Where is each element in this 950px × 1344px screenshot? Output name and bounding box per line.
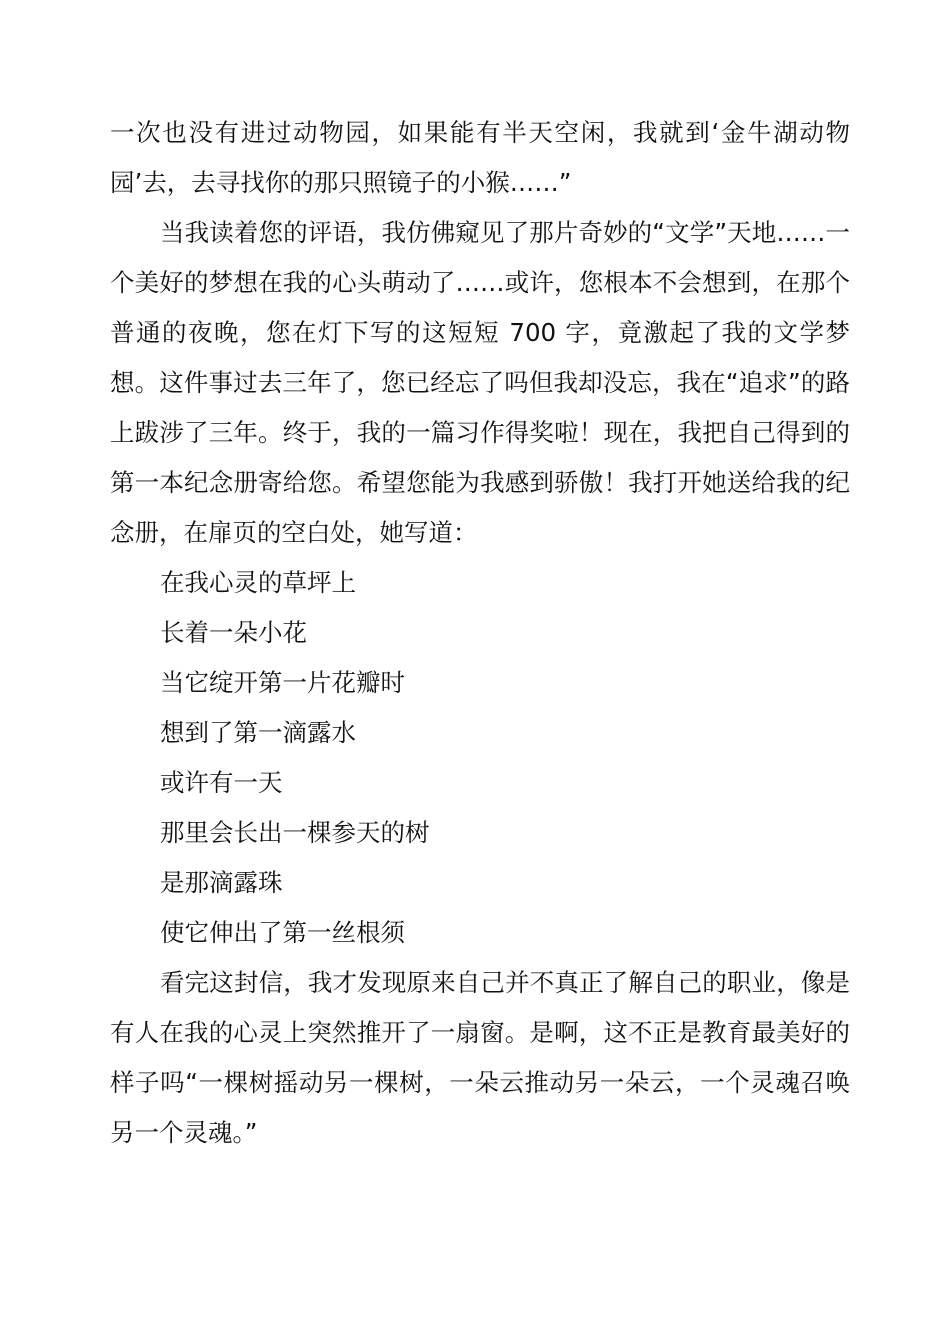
- document-body: [110, 108, 850, 1158]
- paragraph-reading-comment: 当我读着您的评语，我仿佛窥见了那片奇妙的“文学”天地……一个美好的梦想在我的心头萌动了……或许，您根本不会想到，在那个普通的夜晚，您在灯下写的这短短 700 字，竟激起了我的文学梦想。这件事过去三年了，您已经忘了吗但我却没忘，我在“追求”的路上跋涉了三年。终于，我的一篇习作得奖啦！现在，我把自己得到的第一本纪念册寄给您。希望您能为我感到骄傲！我打开她送给我的纪念册，在扉页的空白处，她写道：: [110, 218, 850, 547]
- poem-line: 那里会长出一棵参天的树: [160, 818, 430, 847]
- poem-line: 当它绽开第一片花瓣时: [160, 668, 405, 697]
- poem-line: 想到了第一滴露水: [160, 718, 356, 747]
- poem-line: 在我心灵的草坪上: [160, 568, 356, 597]
- poem-line: 长着一朵小花: [160, 618, 307, 647]
- paragraph-closing: 看完这封信，我才发现原来自己并不真正了解自己的职业，像是有人在我的心灵上突然推开了一扇窗。是啊，这不正是教育最美好的样子吗“一棵树摇动另一棵树，一朵云推动另一朵云，一个灵魂召唤另一个灵魂。”: [110, 968, 850, 1147]
- paragraph-continuation: 一次也没有进过动物园，如果能有半天空闲，我就到‘金牛湖动物园’去，去寻找你的那只照镜子的小猴……”: [110, 118, 850, 197]
- poem-line: 或许有一天: [160, 768, 283, 797]
- poem-line: 是那滴露珠: [160, 868, 283, 897]
- poem: [110, 558, 850, 958]
- poem-line: 使它伸出了第一丝根须: [160, 918, 405, 947]
